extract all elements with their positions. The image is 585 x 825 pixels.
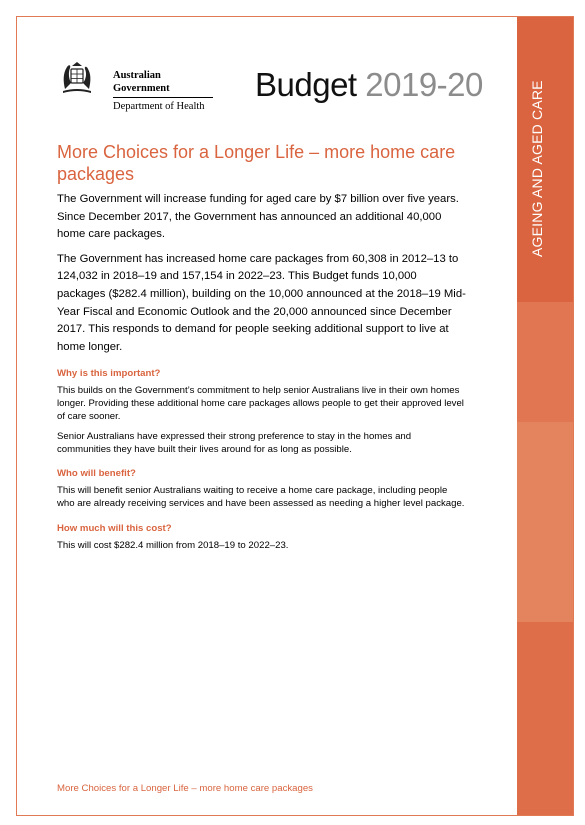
page-footer: More Choices for a Longer Life – more home care packages — [57, 783, 313, 794]
category-sidebar — [517, 17, 573, 816]
agency-name: Australian Government — [113, 69, 213, 98]
section-paragraph: This will benefit senior Australians waiting to receive a home care package, including people who are already receiving services and have been assessed as needing a higher level package. — [57, 485, 465, 510]
sidebar-band — [517, 422, 573, 622]
intro-paragraph: The Government will increase funding for aged care by $7 billion over five years. Since December 2017, the Government has announced an additional 40,000 home care packages. — [57, 193, 459, 241]
page-title: More Choices for a Longer Life – more home care packages — [57, 142, 456, 184]
intro-paragraph: The Government has increased home care packages from 60,308 in 2012–13 to 124,032 in 2018–19 and 157,154 in 2022–23. This Budget funds 10,000 packages ($282.4 million), building on the 10,000 announced at the 2018–19 Mid-Year Fiscal and Economic Outlook and the 20,000 announced since December 2017. This responds to demand for people seeking additional support to live at home longer. — [57, 252, 466, 353]
section-paragraph: This builds on the Government’s commitment to help senior Australians live in their own homes longer. Providing these additional home care packages allows people to get their approved level of care sooner. — [57, 385, 464, 422]
sidebar-band — [517, 622, 573, 816]
sidebar-band — [517, 302, 573, 422]
main-content — [57, 191, 467, 560]
department-name: Department of Health — [113, 101, 205, 112]
section-paragraph: This will cost $282.4 million from 2018–19 to 2022–23. — [57, 539, 289, 551]
section-heading: Why is this important? — [57, 368, 161, 380]
coat-of-arms-icon — [57, 59, 97, 97]
section-paragraph: Senior Australians have expressed their strong preference to stay in the homes and communities they have built their lives around for as long as possible. — [57, 430, 412, 455]
section-heading: Who will benefit? — [57, 468, 136, 480]
document-page — [16, 16, 574, 816]
budget-word: Budget — [255, 66, 357, 103]
budget-year: 2019-20 — [365, 66, 483, 103]
section-heading: How much will this cost? — [57, 522, 172, 534]
agency-block — [113, 69, 213, 113]
category-label: AGEING AND AGED CARE — [529, 80, 545, 257]
budget-title — [255, 66, 483, 104]
